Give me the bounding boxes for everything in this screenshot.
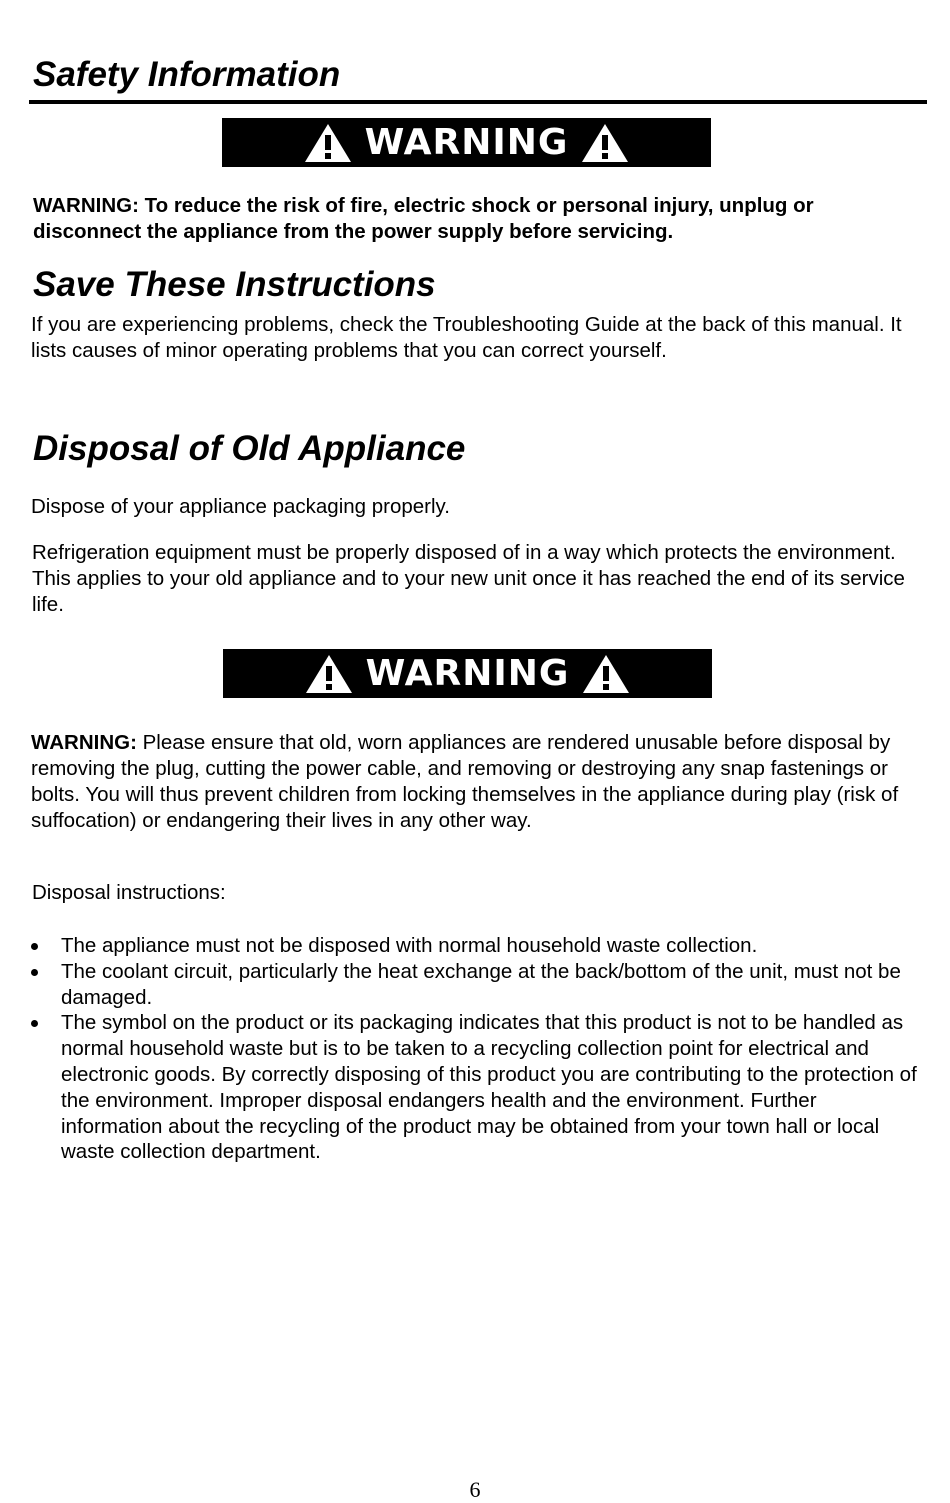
disposal-warning-text: Please ensure that old, worn appliances are rendered unusable before disposal by removing the plug, cutting the power cable, and removing or destroying any snap fastenings or bolts. You will thus prevent children from locking themselves in the appliance during play (risk of suffocation) or endangering their lives in any other way. — [31, 731, 899, 832]
disposal-heading: Disposal of Old Appliance — [33, 429, 466, 468]
safety-warning-text: WARNING: To reduce the risk of fire, electric shock or personal injury, unplug or disconnect the appliance from the power supply before servicing. — [33, 194, 814, 243]
disposal-environment-text: Refrigeration equipment must be properly disposed of in a way which protects the environment. This applies to your old appliance and to your new unit once it has reached the end of its service life. — [32, 541, 905, 616]
warning-banner-label: WARNING — [364, 121, 569, 163]
list-item-text: The coolant circuit, particularly the heat exchange at the back/bottom of the unit, must not be damaged. — [61, 959, 901, 1009]
list-item — [31, 1010, 921, 1165]
bullet-icon — [31, 943, 38, 950]
warning-banner-disposal — [223, 649, 712, 698]
warning-triangle-icon — [581, 653, 631, 695]
save-instructions-text: If you are experiencing problems, check the Troubleshooting Guide at the back of this manual. It lists causes of minor operating problems that you can correct yourself. — [31, 313, 902, 362]
heading-rule — [29, 100, 927, 104]
disposal-packaging-text: Dispose of your appliance packaging properly. — [31, 495, 450, 518]
bullet-icon — [31, 1020, 38, 1027]
warning-triangle-icon — [580, 122, 630, 164]
list-item-text: The symbol on the product or its packaging indicates that this product is not to be handled as normal household waste but is to be taken to a recycling collection point for electrical and electronic goods. By correctly disposing of this product you are contributing to the protection of the environment. Improper disposal endangers health and the environment. Further information about the recycling of the product may be obtained from your town hall or local waste collection department. — [61, 1011, 917, 1164]
list-item — [31, 959, 921, 1011]
warning-triangle-icon — [303, 122, 353, 164]
warning-triangle-icon — [304, 653, 354, 695]
disposal-instructions-list — [31, 933, 921, 1165]
list-item-text: The appliance must not be disposed with normal household waste collection. — [61, 934, 758, 957]
warning-banner-top — [222, 118, 711, 167]
page-number: 6 — [469, 1477, 481, 1502]
bullet-icon — [31, 969, 38, 976]
list-item — [31, 933, 921, 959]
save-instructions-heading: Save These Instructions — [33, 265, 436, 304]
disposal-warning-label: WARNING: — [31, 731, 137, 754]
disposal-instructions-label: Disposal instructions: — [32, 881, 226, 904]
disposal-warning-paragraph — [31, 730, 916, 834]
warning-banner-label: WARNING — [365, 652, 570, 694]
safety-information-heading: Safety Information — [33, 55, 341, 94]
